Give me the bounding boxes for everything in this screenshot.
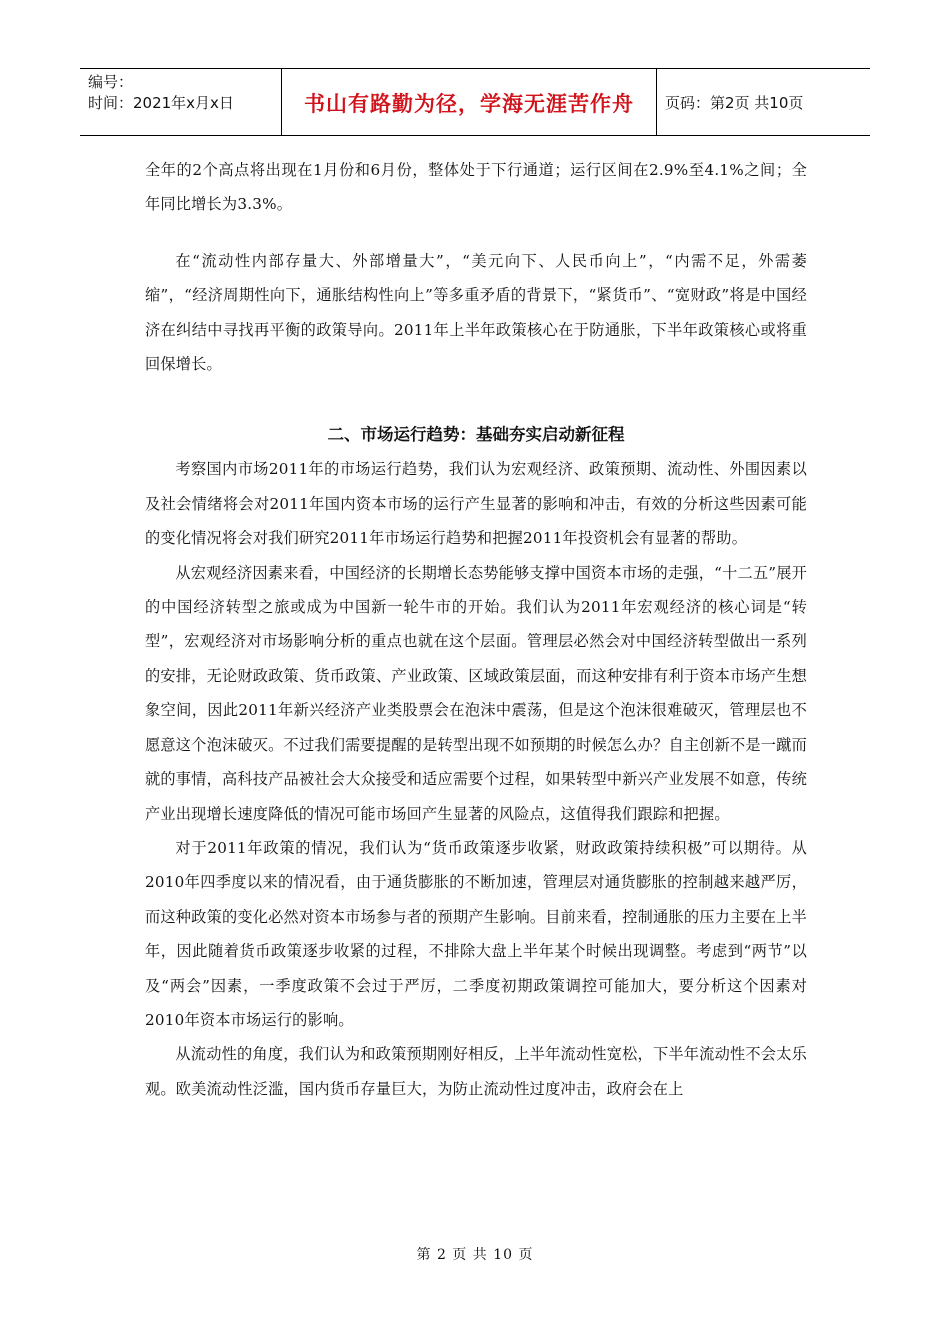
document-body: [145, 153, 807, 1106]
header-meta-cell: [80, 69, 282, 135]
paragraph-liquidity: 从流动性的角度，我们认为和政策预期刚好相反，上半年流动性宽松，下半年流动性不会太乐观。欧美流动性泛滥，国内货币存量巨大，为防止流动性过度冲击，政府会在上: [145, 1045, 807, 1098]
motto-text: 书山有路勤为径，学海无涯苦作舟: [304, 92, 634, 116]
header-page-cell: [657, 69, 870, 135]
paragraph-policy-direction: 在“流动性内部存量大、外部增量大”，“美元向下、人民币向上”，“内需不足，外需萎缩”，“经济周期性向下，通胀结构性向上”等多重矛盾的背景下，“紧货币”、“宽财政”将是中国经济在纠结中寻找再平衡的政策导向。2011年上半年政策核心在于防通胀，下半年政策核心或将重回保增长。: [145, 251, 807, 374]
document-header: [80, 68, 870, 136]
page-number-label: 页码：第2页 共10页: [665, 93, 804, 112]
page-footer: 第 2 页 共 10 页: [416, 1247, 534, 1263]
section-heading: 二、市场运行趋势：基础夯实启动新征程: [327, 425, 625, 445]
paragraph-policy: 对于2011年政策的情况，我们认为“货币政策逐步收紧，财政政策持续积极”可以期待。从2010年四季度以来的情况看，由于通货膨胀的不断加速，管理层对通货膨胀的控制越来越严厉，而这种政策的变化必然对资本市场参与者的预期产生影响。目前来看，控制通胀的压力主要在上半年，因此随着货币政策逐步收紧的过程，不排除大盘上半年某个时候出现调整。考虑到“两节”以及“两会”因素，一季度政策不会过于严厉，二季度初期政策调控可能加大，要分析这个因素对2010年资本市场运行的影响。: [145, 838, 807, 1029]
paragraph-market-trend: 考察国内市场2011年的市场运行趋势，我们认为宏观经济、政策预期、流动性、外围因素以及社会情绪将会对2011年国内资本市场的运行产生显著的影响和冲击，有效的分析这些因素可能的变化情况将会对我们研究2011年市场运行趋势和把握2011年投资机会有显著的帮助。: [145, 460, 807, 548]
paragraph-continued: 全年的2个高点将出现在1月份和6月份，整体处于下行通道；运行区间在2.9%至4.1%之间；全年同比增长为3.3%。: [145, 161, 807, 214]
serial-number-label: 编号：: [88, 73, 134, 91]
date-label: 时间：2021年x月x日: [88, 94, 234, 112]
header-motto-cell: [282, 69, 657, 135]
paragraph-macro-economy: 从宏观经济因素来看，中国经济的长期增长态势能够支撑中国资本市场的走强，“十二五”展开的中国经济转型之旅或成为中国新一轮牛市的开始。我们认为2011年宏观经济的核心词是“转型”，宏观经济对市场影响分析的重点也就在这个层面。管理层必然会对中国经济转型做出一系列的安排，无论财政政策、货币政策、产业政策、区域政策层面，而这种安排有利于资本市场产生想象空间，因此2011年新兴经济产业类股票会在泡沫中震荡，但是这个泡沫很难破灭，管理层也不愿意这个泡沫破灭。不过我们需要提醒的是转型出现不如预期的时候怎么办？自主创新不是一蹴而就的事情，高科技产品被社会大众接受和适应需要个过程，如果转型中新兴产业发展不如意，传统产业出现增长速度降低的情况可能市场回产生显著的风险点，这值得我们跟踪和把握。: [145, 563, 807, 823]
